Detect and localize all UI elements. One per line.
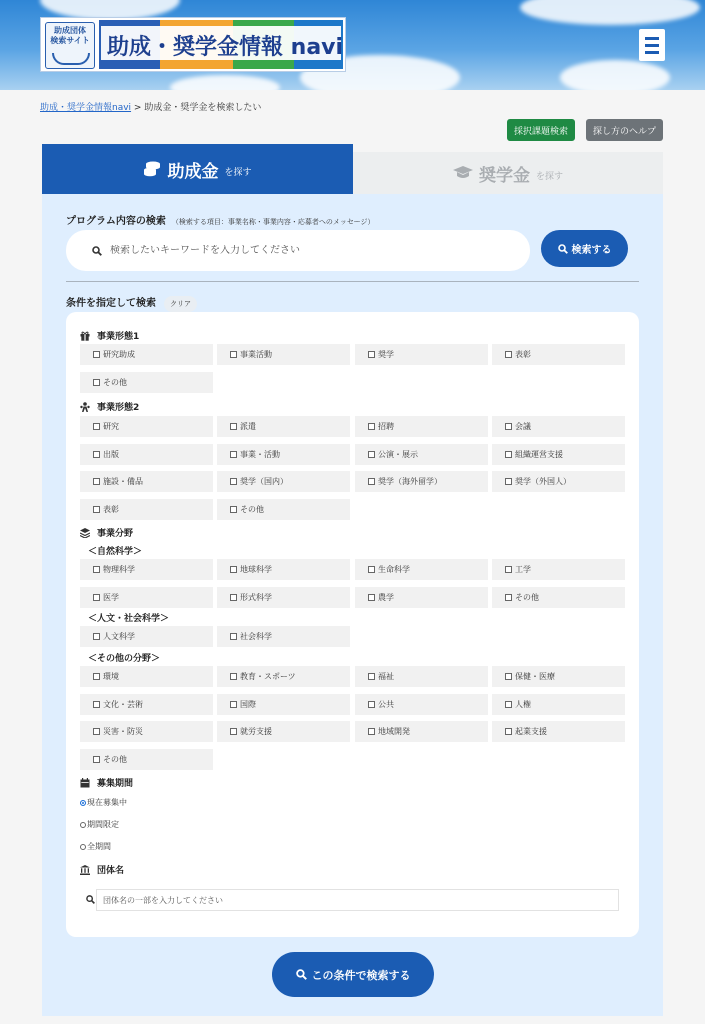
field-other-option-checkbox[interactable]: その他 [80, 749, 213, 770]
category-org-heading [80, 863, 124, 876]
field-other-option-checkbox[interactable]: 公共 [355, 694, 488, 715]
cloud-decoration [560, 60, 670, 90]
field-natural-option-checkbox[interactable]: 形式科学 [217, 587, 350, 608]
field-other-option-checkbox[interactable]: 災害・防災 [80, 721, 213, 742]
search-icon [86, 895, 95, 904]
divider [66, 281, 639, 282]
search-icon [296, 969, 307, 980]
layers-icon [80, 528, 90, 538]
field-other-option-checkbox[interactable]: 福祉 [355, 666, 488, 687]
radio-button-selected[interactable] [80, 800, 86, 806]
field-group-humanities: ＜人文・社会科学＞ [88, 614, 170, 624]
hand-icon [52, 53, 90, 65]
breadcrumb-link-home[interactable]: 助成・奨学金情報navi [40, 103, 132, 113]
search-icon [558, 244, 568, 254]
calendar-icon [80, 778, 90, 788]
tab-grant-label: 助成金 [167, 161, 219, 182]
type1-option-checkbox[interactable]: その他 [80, 372, 213, 393]
type1-option-checkbox[interactable]: 研究助成 [80, 344, 213, 365]
type1-option-checkbox[interactable]: 表彰 [492, 344, 625, 365]
field-humanities-option-checkbox[interactable]: 社会科学 [217, 626, 350, 647]
search-icon [92, 246, 102, 256]
field-natural-option-checkbox[interactable]: その他 [492, 587, 625, 608]
keyword-search-input[interactable] [110, 245, 490, 256]
category-period-heading [80, 776, 133, 789]
type2-option-checkbox[interactable]: その他 [217, 499, 350, 520]
field-humanities-option-checkbox[interactable]: 人文科学 [80, 626, 213, 647]
help-button[interactable]: 探し方のヘルプ [586, 119, 663, 141]
logo-badge-text: 助成団体 検索サイト [50, 26, 90, 45]
field-group-other: ＜その他の分野＞ [88, 654, 161, 664]
hamburger-menu-icon[interactable] [639, 29, 665, 61]
logo-badge [45, 22, 95, 69]
field-natural-option-checkbox[interactable]: 工学 [492, 559, 625, 580]
building-icon [80, 865, 90, 875]
type2-option-checkbox[interactable]: 奨学（国内） [217, 471, 350, 492]
radio-button[interactable] [80, 844, 86, 850]
field-natural-option-checkbox[interactable]: 医学 [80, 587, 213, 608]
period-option-all[interactable] [80, 841, 111, 852]
keyword-search-button-label: 検索する [571, 245, 612, 256]
submit-search-button[interactable] [272, 952, 434, 997]
org-name-input[interactable] [96, 889, 619, 911]
field-group-natural-science: ＜自然科学＞ [88, 547, 143, 557]
field-other-option-checkbox[interactable]: 保健・医療 [492, 666, 625, 687]
period-option-label: 全期間 [87, 842, 111, 851]
field-other-option-checkbox[interactable]: 国際 [217, 694, 350, 715]
field-other-option-checkbox[interactable]: 人権 [492, 694, 625, 715]
adopted-search-button[interactable]: 採択課題検索 [507, 119, 575, 141]
field-natural-option-checkbox[interactable]: 地球科学 [217, 559, 350, 580]
radio-button[interactable] [80, 822, 86, 828]
type2-option-checkbox[interactable]: 出版 [80, 444, 213, 465]
field-other-option-checkbox[interactable]: 教育・スポーツ [217, 666, 350, 687]
graduation-cap-icon [453, 166, 473, 180]
category-period-title: 募集期間 [97, 779, 134, 789]
field-other-option-checkbox[interactable]: 環境 [80, 666, 213, 687]
field-other-option-checkbox[interactable]: 就労支援 [217, 721, 350, 742]
conditions-box [66, 312, 639, 937]
keyword-search-button[interactable] [541, 230, 628, 267]
period-option-current[interactable] [80, 797, 127, 808]
type2-option-checkbox[interactable]: 奨学（海外留学） [355, 471, 488, 492]
field-natural-option-checkbox[interactable]: 農学 [355, 587, 488, 608]
tab-scholarship[interactable] [353, 152, 663, 194]
field-other-option-checkbox[interactable]: 文化・芸術 [80, 694, 213, 715]
site-header [0, 0, 705, 90]
category-org-title: 団体名 [97, 866, 125, 876]
breadcrumb-separator: > [133, 103, 142, 113]
type2-option-checkbox[interactable]: 研究 [80, 416, 213, 437]
tab-grant-suffix: を探す [224, 168, 252, 178]
conditions-title: 条件を指定して検索 [66, 298, 156, 309]
type2-option-checkbox[interactable]: 施設・備品 [80, 471, 213, 492]
gift-icon [80, 331, 90, 341]
category-type1-heading [80, 329, 139, 342]
type2-option-checkbox[interactable]: 公演・展示 [355, 444, 488, 465]
conditions-heading [66, 294, 197, 312]
tab-scholarship-suffix: を探す [535, 172, 563, 182]
type2-option-checkbox[interactable]: 事業・活動 [217, 444, 350, 465]
field-other-option-checkbox[interactable]: 地域開発 [355, 721, 488, 742]
period-option-label: 期間限定 [87, 820, 119, 829]
tab-scholarship-label: 奨学金 [478, 165, 530, 186]
category-type2-title: 事業形態2 [97, 403, 140, 413]
type2-option-checkbox[interactable]: 会議 [492, 416, 625, 437]
tab-grant[interactable] [42, 144, 353, 194]
field-natural-option-checkbox[interactable]: 生命科学 [355, 559, 488, 580]
type2-option-checkbox[interactable]: 表彰 [80, 499, 213, 520]
type2-option-checkbox[interactable]: 派遣 [217, 416, 350, 437]
field-natural-option-checkbox[interactable]: 物理科学 [80, 559, 213, 580]
coins-icon [143, 161, 161, 177]
category-field-heading [80, 526, 133, 539]
type1-option-checkbox[interactable]: 奨学 [355, 344, 488, 365]
type2-option-checkbox[interactable]: 組織運営支援 [492, 444, 625, 465]
cloud-decoration [170, 75, 280, 90]
type2-option-checkbox[interactable]: 招聘 [355, 416, 488, 437]
program-search-heading [66, 212, 375, 227]
program-search-note: （検索する項目：事業名称・事業内容・応募者へのメッセージ） [171, 218, 375, 226]
period-option-label: 現在募集中 [87, 798, 127, 807]
breadcrumb-current: 助成金・奨学金を検索したい [144, 103, 262, 113]
program-search-title: プログラム内容の検索 [66, 216, 166, 227]
field-other-option-checkbox[interactable]: 起業支援 [492, 721, 625, 742]
cloud-decoration [520, 0, 700, 25]
breadcrumb [40, 100, 261, 113]
type2-option-checkbox[interactable]: 奨学（外国人） [492, 471, 625, 492]
people-icon [80, 402, 90, 412]
period-option-limited[interactable] [80, 819, 119, 830]
category-type2-heading [80, 400, 139, 413]
submit-search-label: この条件で検索する [311, 968, 411, 982]
site-logo[interactable] [40, 17, 346, 72]
category-type1-title: 事業形態1 [97, 332, 140, 342]
keyword-search-box[interactable] [66, 230, 530, 271]
org-name-field[interactable] [80, 889, 619, 911]
clear-button[interactable]: クリア [164, 296, 197, 312]
type1-option-checkbox[interactable]: 事業活動 [217, 344, 350, 365]
logo-title-text: 助成・奨学金情報 navi [107, 35, 344, 60]
category-field-title: 事業分野 [97, 529, 134, 539]
